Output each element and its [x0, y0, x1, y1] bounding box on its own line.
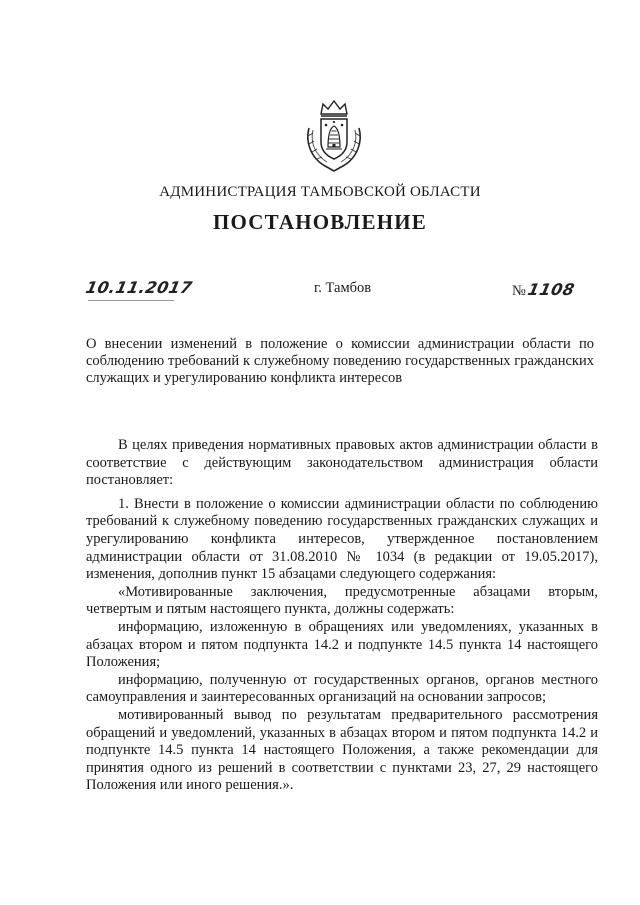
document-number	[512, 280, 577, 300]
document-title: О внесении изменений в положение о комиссии администрации области по соблюдению требований к служебному поведению государственных гражданских служащих и урегулированию конфликта интересов	[86, 336, 594, 386]
coat-of-arms-icon	[301, 98, 367, 172]
body-paragraph: мотивированный вывод по результатам предварительного рассмотрения обращений и уведомлений, указанных в абзацах втором и пятом подпункта 14.2 и подпункте 14.5 пункта 14 настоящего Положения, а также рекомендации для принятия одного из решений в соответствии с пунктами 23, 27, 29 настоящего Положения или иного решения.».	[86, 706, 598, 794]
number-value: 1108	[525, 280, 577, 299]
document-date: 10.11.2017	[83, 278, 195, 297]
preamble-paragraph: В целях приведения нормативных правовых актов администрации области в соответствие с действующим законодательством администрация области постановляет:	[86, 437, 598, 489]
date-underline	[88, 300, 174, 301]
number-sign: №	[512, 283, 526, 299]
organization-name: АДМИНИСТРАЦИЯ ТАМБОВСКОЙ ОБЛАСТИ	[159, 184, 481, 200]
body-paragraph: информацию, изложенную в обращениях или уведомлениях, указанных в абзацах втором и пятом подпункта 14.2 и подпункте 14.5 пункта 14 настоящего Положения;	[86, 618, 598, 671]
document-body	[86, 437, 598, 795]
document-meta	[83, 278, 577, 304]
document-city: г. Тамбов	[314, 280, 372, 296]
body-paragraph: информацию, полученную от государственных органов, органов местного самоуправления и заинтересованных организаций на основании запросов;	[86, 671, 598, 706]
document-type: ПОСТАНОВЛЕНИЕ	[212, 210, 428, 234]
body-paragraph: 1. Внести в положение о комиссии администрации области по соблюдению требований к служебному поведению государственных гражданских служащих и урегулированию конфликта интересов, утвержденное постановлением администрации области от 31.08.2010 № 1034 (в редакции от 19.05.2017), изменения, дополнив пункт 15 абзацами следующего содержания:	[86, 495, 598, 583]
body-paragraph: «Мотивированные заключения, предусмотренные абзацами вторым, четвертым и пятым настоящего пункта, должны содержать:	[86, 583, 598, 618]
